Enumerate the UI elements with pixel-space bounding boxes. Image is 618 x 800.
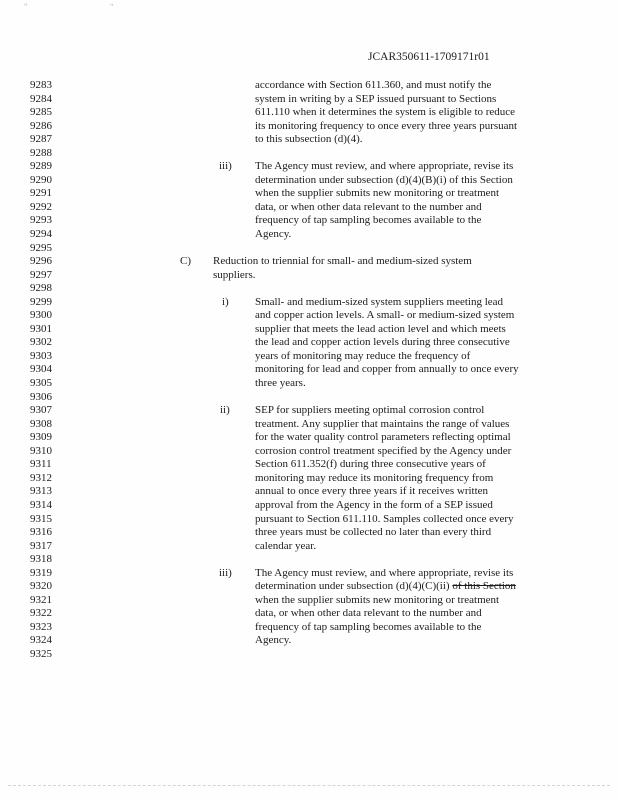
line-text: [255, 120, 517, 134]
line-number: 9289: [30, 160, 52, 173]
line-number: 9312: [30, 471, 52, 484]
text-segment: Reduction to triennial for small- and medium-sized system: [213, 255, 472, 268]
text-segment: approval from the Agency in the form of a SEP issued: [255, 498, 493, 511]
line-number: 9317: [30, 539, 52, 552]
line-row: [0, 363, 618, 377]
text-segment: pursuant to Section 611.110. Samples collected once every: [255, 512, 514, 525]
line-number: 9325: [30, 647, 52, 660]
line-row: [0, 269, 618, 283]
text-segment: The Agency must review, and where appropriate, revise its: [255, 566, 514, 579]
text-segment: years of monitoring may reduce the frequency of: [255, 349, 471, 362]
line-number: 9295: [30, 241, 52, 254]
line-number: 9319: [30, 566, 52, 579]
line-number: 9296: [30, 255, 52, 268]
text-segment: frequency of tap sampling becomes available to the: [255, 620, 482, 633]
line-number: 9313: [30, 485, 52, 498]
line-number: 9284: [30, 92, 52, 105]
line-row: [0, 323, 618, 337]
line-text: [255, 567, 513, 581]
line-number: 9320: [30, 580, 52, 593]
line-number: 9308: [30, 417, 52, 430]
line-number: 9321: [30, 593, 52, 606]
line-text: [213, 269, 255, 283]
line-text: [255, 106, 515, 120]
line-row: [0, 594, 618, 608]
text-segment: when the supplier submits new monitoring or treatment: [255, 187, 500, 200]
text-segment: The Agency must review, and where appropriate, revise its: [255, 160, 514, 173]
line-number: 9314: [30, 498, 52, 511]
line-row: [0, 309, 618, 323]
line-text: [255, 404, 484, 418]
line-text: [255, 93, 496, 107]
line-text: [255, 377, 306, 391]
line-text: [255, 621, 481, 635]
list-marker: iii): [219, 566, 232, 579]
line-number: 9283: [30, 79, 52, 91]
line-text: [255, 296, 503, 310]
line-row: [0, 499, 618, 513]
line-number: 9310: [30, 444, 52, 457]
line-text: [255, 485, 488, 499]
text-segment: the lead and copper action levels during three consecutive: [255, 336, 510, 349]
line-text: [255, 201, 482, 215]
line-text: [255, 607, 482, 621]
line-row: [0, 242, 618, 256]
line-text: [255, 594, 499, 608]
line-row: [0, 404, 618, 418]
line-row: [0, 214, 618, 228]
line-number: 9287: [30, 133, 52, 146]
line-text: [255, 499, 493, 513]
text-segment: for the water quality control parameters reflecting optimal: [255, 431, 511, 444]
line-row: [0, 513, 618, 527]
scan-artifact-marks: ″ ʺ: [24, 2, 154, 12]
line-text: [255, 79, 491, 93]
text-segment: determination under subsection (d)(4)(B)(i) of this Section: [255, 173, 513, 186]
text-segment: supplier that meets the lead action level and which meets: [255, 322, 506, 335]
list-marker: ii): [220, 404, 230, 417]
text-segment: to this subsection (d)(4).: [255, 133, 363, 146]
line-text: [255, 472, 493, 486]
text-segment: corrosion control treatment specified by the Agency under: [255, 444, 512, 457]
line-row: [0, 431, 618, 445]
text-segment: 611.110 when it determines the system is eligible to reduce: [255, 106, 516, 119]
text-segment: Small- and medium-sized system suppliers meeting lead: [255, 295, 504, 308]
line-number: 9291: [30, 187, 52, 200]
line-row: [0, 106, 618, 120]
text-segment: suppliers.: [213, 268, 256, 281]
line-text: [255, 431, 511, 445]
line-number: 9306: [30, 390, 52, 403]
text-segment: monitoring may reduce its monitoring frequency from: [255, 471, 494, 484]
line-row: [0, 540, 618, 554]
line-row: [0, 418, 618, 432]
text-segment: SEP for suppliers meeting optimal corrosion control: [255, 404, 485, 417]
line-text: [255, 336, 510, 350]
line-number: 9315: [30, 512, 52, 525]
text-segment: its monitoring frequency to once every three years pursuant: [255, 119, 518, 132]
line-text: [255, 363, 519, 377]
text-segment: treatment. Any supplier that maintains the range of values: [255, 417, 510, 430]
line-row: [0, 350, 618, 364]
line-row: [0, 567, 618, 581]
list-marker: C): [180, 255, 191, 268]
text-segment: Section 611.352(f) during three consecutive years of: [255, 458, 486, 471]
line-row: [0, 133, 618, 147]
line-row: [0, 526, 618, 540]
line-number: 9322: [30, 607, 52, 620]
line-number: 9298: [30, 282, 52, 295]
document-lines: [0, 79, 618, 662]
struck-text: of this Section: [452, 580, 516, 593]
text-segment: frequency of tap sampling becomes available to the: [255, 214, 482, 227]
line-row: [0, 607, 618, 621]
text-segment: Agency.: [255, 634, 292, 647]
line-row: [0, 187, 618, 201]
line-text: [255, 513, 514, 527]
line-text: [255, 309, 514, 323]
line-number: 9285: [30, 106, 52, 119]
line-row: [0, 485, 618, 499]
line-number: 9309: [30, 431, 52, 444]
line-number: 9297: [30, 268, 52, 281]
line-text: [255, 228, 291, 242]
line-number: 9303: [30, 349, 52, 362]
line-row: [0, 255, 618, 269]
list-marker: iii): [219, 160, 232, 173]
line-row: [0, 621, 618, 635]
line-number: 9293: [30, 214, 52, 227]
text-segment: and copper action levels. A small- or medium-sized system: [255, 309, 515, 322]
text-segment: data, or when other data relevant to the number and: [255, 607, 482, 620]
line-number: 9305: [30, 377, 52, 390]
line-text: [255, 540, 316, 554]
text-segment: accordance with Section 611.360, and must notify the: [255, 79, 492, 91]
text-segment: when the supplier submits new monitoring or treatment: [255, 593, 500, 606]
line-number: 9292: [30, 200, 52, 213]
line-row: [0, 391, 618, 405]
line-text: [213, 255, 472, 269]
line-row: [0, 93, 618, 107]
text-segment: data, or when other data relevant to the number and: [255, 200, 482, 213]
line-row: [0, 634, 618, 648]
line-row: [0, 296, 618, 310]
scan-artifact-bottom-line: [8, 785, 610, 786]
line-number: 9307: [30, 404, 52, 417]
text-segment: three years.: [255, 377, 306, 390]
line-row: [0, 377, 618, 391]
line-number: 9300: [30, 309, 52, 322]
line-row: [0, 160, 618, 174]
line-row: [0, 445, 618, 459]
list-marker: i): [222, 295, 229, 308]
line-number: 9290: [30, 173, 52, 186]
line-row: [0, 553, 618, 567]
line-text: [255, 133, 363, 147]
line-number: 9294: [30, 228, 52, 241]
line-text: [255, 445, 511, 459]
line-number: 9301: [30, 322, 52, 335]
line-row: [0, 458, 618, 472]
line-number: 9311: [30, 458, 52, 471]
text-segment: three years must be collected no later than every third: [255, 526, 492, 539]
line-text: [255, 187, 499, 201]
line-number: 9304: [30, 363, 52, 376]
line-number: 9324: [30, 634, 52, 647]
line-number: 9302: [30, 336, 52, 349]
line-row: [0, 120, 618, 134]
line-text: [255, 458, 486, 472]
line-number: 9323: [30, 620, 52, 633]
line-text: [255, 634, 291, 648]
line-row: [0, 79, 618, 93]
line-text: [255, 350, 470, 364]
text-segment: Agency.: [255, 228, 292, 241]
line-text: [255, 526, 491, 540]
line-row: [0, 336, 618, 350]
text-segment: calendar year.: [255, 539, 317, 552]
line-row: [0, 201, 618, 215]
text-segment: determination under subsection (d)(4)(C)(ii): [255, 580, 453, 593]
text-segment: system in writing by a SEP issued pursuant to Sections: [255, 92, 497, 105]
line-row: [0, 648, 618, 662]
line-row: [0, 472, 618, 486]
line-row: [0, 580, 618, 594]
line-text: [255, 214, 481, 228]
line-number: 9318: [30, 553, 52, 566]
text-segment: annual to once every three years if it receives written: [255, 485, 489, 498]
line-text: [255, 160, 513, 174]
line-number: 9288: [30, 146, 52, 159]
line-number: 9299: [30, 295, 52, 308]
line-row: [0, 282, 618, 296]
line-row: [0, 174, 618, 188]
line-number: 9316: [30, 526, 52, 539]
document-header-code: JCAR350611-1709171r01: [368, 51, 490, 63]
line-row: [0, 228, 618, 242]
line-text: [255, 580, 516, 594]
line-row: [0, 147, 618, 161]
text-segment: monitoring for lead and copper from annually to once every: [255, 363, 519, 376]
line-number: 9286: [30, 119, 52, 132]
line-text: [255, 323, 506, 337]
line-text: [255, 418, 509, 432]
line-text: [255, 174, 513, 188]
